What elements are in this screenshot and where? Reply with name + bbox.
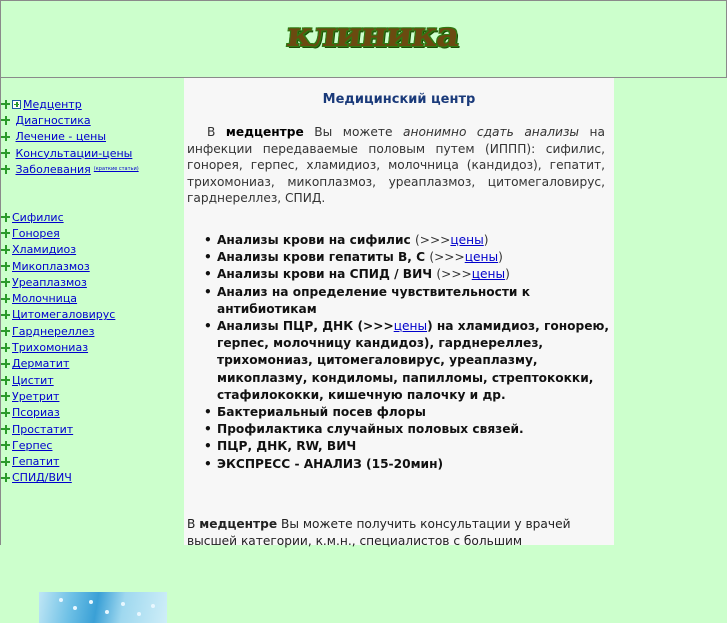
price-suffix: ) <box>498 250 503 265</box>
disease-link[interactable]: Гонорея <box>12 226 60 240</box>
nav-link-suffix[interactable]: (краткие статьи) <box>93 166 139 173</box>
service-item <box>202 404 612 421</box>
plus-icon <box>1 165 10 174</box>
disease-link[interactable]: СПИД/ВИЧ <box>12 471 72 485</box>
disease-link[interactable]: Герпес <box>12 438 53 452</box>
disease-link[interactable]: Хламидиоз <box>12 243 77 257</box>
service-item <box>202 421 612 438</box>
plus-icon <box>1 229 10 238</box>
disease-nav-item[interactable] <box>1 307 115 323</box>
plus-icon <box>1 116 10 125</box>
disease-link[interactable]: Уреаплазмоз <box>12 275 87 289</box>
plus-icon <box>1 327 10 336</box>
nav-link[interactable]: Заболевания <box>15 162 91 176</box>
nav-item[interactable] <box>1 112 139 128</box>
disease-nav-item[interactable] <box>1 405 115 421</box>
plus-icon <box>1 473 10 482</box>
disease-nav-item[interactable] <box>1 258 115 274</box>
main-menu <box>1 96 139 177</box>
disease-nav-item[interactable] <box>1 242 115 258</box>
services-list <box>202 232 612 473</box>
nav-link[interactable]: Лечение - цены <box>15 130 107 144</box>
disease-link[interactable]: Трихомониаз <box>12 341 89 355</box>
disease-nav-item[interactable] <box>1 437 115 453</box>
price-suffix: ) <box>505 267 510 282</box>
price-link[interactable]: цены <box>393 319 428 334</box>
dna-image <box>39 592 167 623</box>
service-text: ЭКСПРЕСС - АНАЛИЗ (15-20мин) <box>217 456 444 471</box>
site-logo[interactable]: клиника <box>284 15 461 55</box>
price-prefix: (>>> <box>357 319 394 334</box>
service-item <box>202 284 612 318</box>
disease-nav-item[interactable] <box>1 453 115 469</box>
price-suffix: ) <box>483 233 489 247</box>
nav-item[interactable] <box>1 145 139 161</box>
service-text: ПЦР, ДНК, RW, ВИЧ <box>217 439 357 454</box>
disease-link[interactable]: Цистит <box>12 373 54 387</box>
disease-nav-item[interactable] <box>1 209 115 225</box>
plus-icon <box>1 100 10 109</box>
plus-icon <box>1 310 10 319</box>
disease-nav-item[interactable] <box>1 470 115 486</box>
disease-link[interactable]: Простатит <box>12 422 74 436</box>
disease-nav-item[interactable] <box>1 372 115 388</box>
plus-icon <box>1 425 10 434</box>
price-link[interactable]: цены <box>450 233 484 247</box>
service-text: Анализы крови на сифилис <box>217 233 415 247</box>
plus-icon <box>1 376 10 385</box>
disease-nav-item[interactable] <box>1 356 115 372</box>
service-item <box>202 266 612 283</box>
service-detail: ) на хламидиоз, гонорею, герпес, молочницу кандидоз), гарднереллез, трихомониаз, цитомегаловирус, уреаплазму, микоплазму, кондиломы, папилломы, стрептококки, стафилококки, кишечную палочку и др. <box>217 319 610 402</box>
main-content <box>184 78 614 548</box>
plus-icon <box>1 392 10 401</box>
price-prefix: (>>> <box>414 233 451 247</box>
price-link[interactable]: цены <box>464 250 499 265</box>
disease-nav-item[interactable] <box>1 388 115 404</box>
disease-nav-item[interactable] <box>1 225 115 241</box>
nav-item[interactable] <box>1 161 139 177</box>
nav-link[interactable]: Диагностика <box>15 113 91 127</box>
plus-icon <box>1 278 10 287</box>
service-text: Анализы крови гепатиты В, С <box>217 250 430 265</box>
service-text: Анализы крови на СПИД / ВИЧ <box>217 267 437 282</box>
plus-icon <box>1 457 10 466</box>
service-item <box>202 438 612 455</box>
nav-item[interactable] <box>1 96 139 112</box>
plus-icon <box>1 262 10 271</box>
square-plus-icon <box>12 100 21 109</box>
header-banner <box>0 0 727 78</box>
plus-icon <box>1 343 10 352</box>
disease-nav-item[interactable] <box>1 323 115 339</box>
disease-link[interactable]: Микоплазмоз <box>12 259 90 273</box>
nav-item[interactable] <box>1 129 139 145</box>
plus-icon <box>1 408 10 417</box>
disease-nav-item[interactable] <box>1 274 115 290</box>
disease-link[interactable]: Гепатит <box>12 455 60 469</box>
disease-link[interactable]: Дерматит <box>12 357 70 371</box>
service-item <box>202 232 612 249</box>
price-link[interactable]: цены <box>471 267 506 282</box>
nav-link[interactable]: Консультации-цены <box>15 146 133 160</box>
service-text: Анализ на определение чувствительности к антибиотикам <box>217 284 530 316</box>
disease-link[interactable]: Гарднереллез <box>12 324 95 338</box>
plus-icon <box>1 149 10 158</box>
plus-icon <box>1 294 10 303</box>
page-title: Медицинский центр <box>322 92 476 107</box>
disease-nav-item[interactable] <box>1 339 115 355</box>
service-item <box>202 456 612 473</box>
disease-nav-item[interactable] <box>1 421 115 437</box>
disease-link[interactable]: Молочница <box>12 292 78 306</box>
service-text: Бактериальный посев флоры <box>217 405 426 420</box>
service-text: Анализы ПЦР, ДНК <box>217 319 358 334</box>
sidebar <box>0 78 184 545</box>
disease-link[interactable]: Уретрит <box>12 389 60 403</box>
service-item <box>202 249 612 266</box>
plus-icon <box>1 359 10 368</box>
disease-nav-item[interactable] <box>1 290 115 306</box>
price-prefix: (>>> <box>429 250 465 265</box>
price-prefix: (>>> <box>436 267 472 282</box>
service-text: Профилактика случайных половых связей. <box>217 422 524 437</box>
nav-link[interactable]: Медцентр <box>23 97 82 111</box>
diseases-menu <box>1 209 115 486</box>
disease-link[interactable]: Цитомегаловирус <box>12 308 116 322</box>
service-item <box>202 318 612 404</box>
plus-icon <box>1 213 10 222</box>
intro-paragraph: В медцентре Вы можете анонимно сдать анализы на инфекции передаваемые половым путем (ИППП): сифилис, гонорея, герпес, хламидиоз, молочница (кандидоз), гепатит, трихомониаз, микоплазмоз, уреаплазмоз, цитомегаловирус, гарднереллез, СПИД. <box>187 125 605 205</box>
plus-icon <box>1 132 10 141</box>
plus-icon <box>1 245 10 254</box>
disease-link[interactable]: Псориаз <box>12 406 60 420</box>
consult-paragraph: В медцентре Вы можете получить консультации у врачей высшей категории, к.м.н., специалистов с большим <box>187 517 571 548</box>
disease-link[interactable]: Сифилис <box>12 210 64 224</box>
plus-icon <box>1 441 10 450</box>
